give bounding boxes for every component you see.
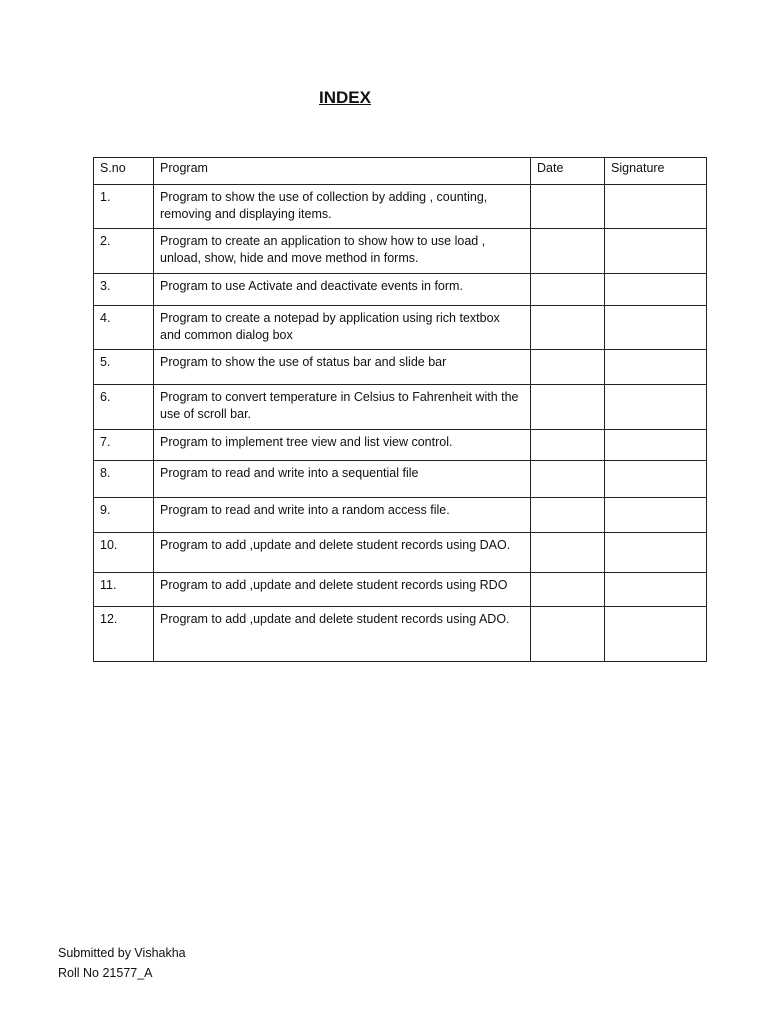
date-cell — [531, 350, 605, 385]
submitted-by: Submitted by Vishakha — [58, 946, 186, 960]
column-header-signature: Signature — [605, 158, 707, 185]
program-cell: Program to read and write into a sequential file — [154, 461, 531, 498]
sno-cell: 5. — [94, 350, 154, 385]
signature-cell — [605, 573, 707, 607]
page-title: INDEX — [319, 88, 371, 107]
table-row — [94, 385, 707, 430]
sno-cell: 9. — [94, 498, 154, 533]
sno-cell: 3. — [94, 274, 154, 306]
sno-cell: 11. — [94, 573, 154, 607]
table-row — [94, 350, 707, 385]
program-cell: Program to use Activate and deactivate events in form. — [154, 274, 531, 306]
program-cell: Program to create an application to show how to use load , unload, show, hide and move method in forms. — [154, 229, 531, 274]
sno-cell: 4. — [94, 306, 154, 350]
signature-cell — [605, 306, 707, 350]
date-cell — [531, 430, 605, 461]
date-cell — [531, 607, 605, 662]
program-cell: Program to convert temperature in Celsius to Fahrenheit with the use of scroll bar. — [154, 385, 531, 430]
date-cell — [531, 573, 605, 607]
signature-cell — [605, 385, 707, 430]
program-cell: Program to create a notepad by application using rich textbox and common dialog box — [154, 306, 531, 350]
date-cell — [531, 185, 605, 229]
table-row — [94, 229, 707, 274]
table-row — [94, 533, 707, 573]
table-row — [94, 573, 707, 607]
program-cell: Program to read and write into a random access file. — [154, 498, 531, 533]
sno-cell: 6. — [94, 385, 154, 430]
signature-cell — [605, 461, 707, 498]
sno-cell: 8. — [94, 461, 154, 498]
program-cell: Program to show the use of status bar and slide bar — [154, 350, 531, 385]
column-header-sno: S.no — [94, 158, 154, 185]
column-header-date: Date — [531, 158, 605, 185]
program-cell: Program to add ,update and delete student records using ADO. — [154, 607, 531, 662]
program-cell: Program to implement tree view and list view control. — [154, 430, 531, 461]
date-cell — [531, 533, 605, 573]
sno-cell: 10. — [94, 533, 154, 573]
signature-cell — [605, 274, 707, 306]
table-row — [94, 461, 707, 498]
table-row — [94, 274, 707, 306]
table-row — [94, 306, 707, 350]
signature-cell — [605, 350, 707, 385]
program-cell: Program to add ,update and delete student records using RDO — [154, 573, 531, 607]
signature-cell — [605, 229, 707, 274]
signature-cell — [605, 185, 707, 229]
signature-cell — [605, 498, 707, 533]
table-row — [94, 498, 707, 533]
index-table — [93, 157, 707, 662]
roll-number: Roll No 21577_A — [58, 966, 153, 980]
signature-cell — [605, 430, 707, 461]
program-cell: Program to add ,update and delete student records using DAO. — [154, 533, 531, 573]
table-row — [94, 185, 707, 229]
column-header-program: Program — [154, 158, 531, 185]
date-cell — [531, 229, 605, 274]
sno-cell: 2. — [94, 229, 154, 274]
program-cell: Program to show the use of collection by adding , counting, removing and displaying items. — [154, 185, 531, 229]
sno-cell: 12. — [94, 607, 154, 662]
table-row — [94, 430, 707, 461]
date-cell — [531, 498, 605, 533]
date-cell — [531, 385, 605, 430]
date-cell — [531, 274, 605, 306]
date-cell — [531, 461, 605, 498]
signature-cell — [605, 533, 707, 573]
table-row — [94, 607, 707, 662]
table-header-row — [94, 158, 707, 185]
sno-cell: 7. — [94, 430, 154, 461]
sno-cell: 1. — [94, 185, 154, 229]
signature-cell — [605, 607, 707, 662]
date-cell — [531, 306, 605, 350]
